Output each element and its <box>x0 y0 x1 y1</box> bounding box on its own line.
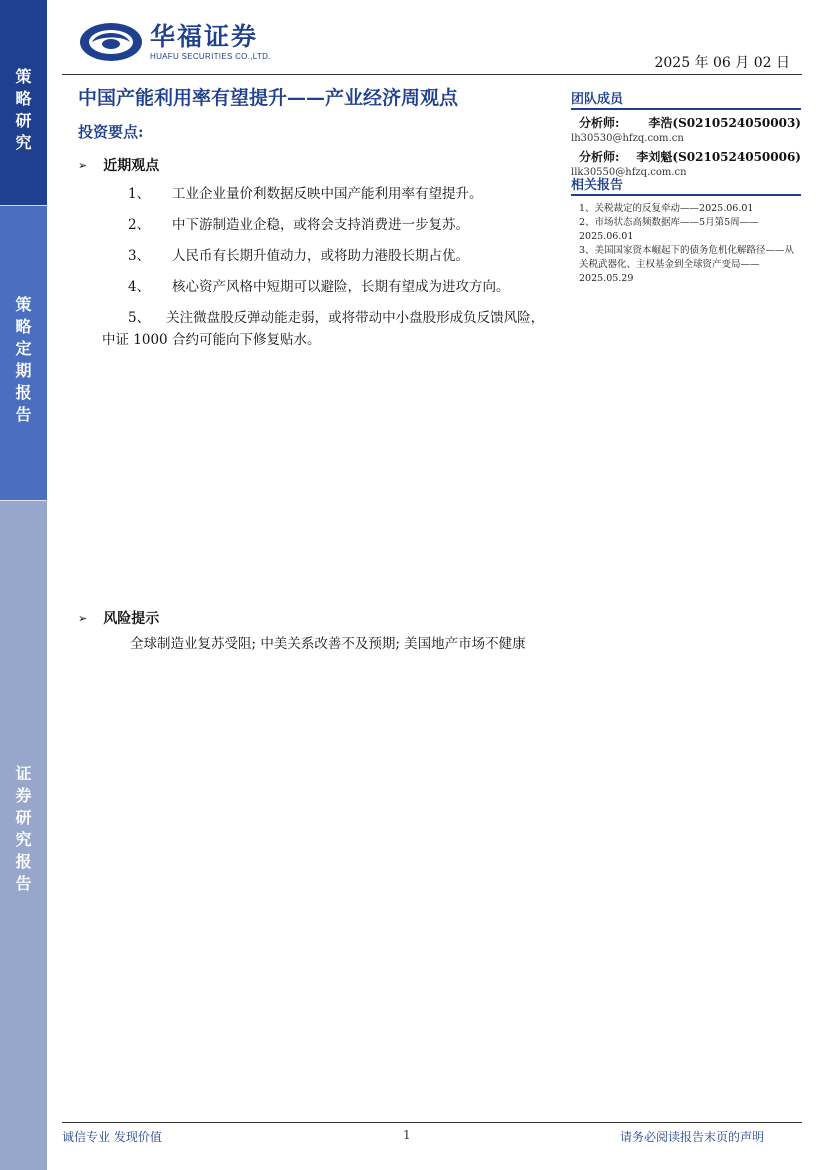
list-item-number: 3、 <box>128 248 151 264</box>
list-item-number: 5、 <box>128 310 151 326</box>
sidebar-band-periodic-report <box>0 205 47 501</box>
analyst-name: 李浩(S0210524050003) <box>648 116 801 130</box>
recent-views-label: 近期观点 <box>103 158 160 174</box>
list-item <box>102 214 548 236</box>
sidebar-band-securities-report <box>0 500 47 1170</box>
list-item-text: 关注微盘股反弹动能走弱，或将带动中小盘股形成负反馈风险，中证 1000 合约可能向下修复贴水。 <box>102 310 545 348</box>
sidebar-label-securities-report: 证券研究报告 <box>15 764 32 893</box>
analyst-name: 李刘魁(S0210524050006) <box>636 150 801 164</box>
list-item-text: 中下游制造业企稳，或将会支持消费进一步复苏。 <box>172 217 469 233</box>
related-report-link[interactable]: 1、关税裁定的反复牵动——2025.06.01 <box>579 203 754 214</box>
page-number: 1 <box>403 1128 411 1142</box>
analyst-row <box>571 114 801 131</box>
company-logo <box>78 20 271 64</box>
list-item-text: 人民币有长期升值动力，或将助力港股长期占优。 <box>172 248 469 264</box>
arrow-bullet-icon: ➢ <box>78 158 88 172</box>
related-reports-panel <box>571 174 801 286</box>
list-item <box>102 276 548 298</box>
analyst-row <box>571 148 801 165</box>
investment-highlights-heading: 投资要点: <box>78 123 144 141</box>
analyst-email[interactable]: llk30550@hfzq.com.cn <box>571 167 687 178</box>
team-members-panel <box>571 88 801 178</box>
logo-name-cn: 华福证券 <box>150 22 259 51</box>
analyst-email[interactable]: lh30530@hfzq.com.cn <box>571 133 684 144</box>
footer-slogan: 诚信专业 发现价值 <box>62 1130 162 1144</box>
report-title: 中国产能利用率有望提升——产业经济周观点 <box>78 87 459 109</box>
recent-views-list <box>102 183 548 360</box>
related-reports-heading: 相关报告 <box>571 174 801 196</box>
risk-heading <box>78 608 159 628</box>
list-item-text: 工业企业量价利数据反映中国产能利用率有望提升。 <box>172 186 483 202</box>
footer-disclaimer: 请务必阅读报告末页的声明 <box>619 1130 764 1144</box>
related-report-link[interactable]: 2、市场状态高频数据库——5月第5周——2025.06.01 <box>579 217 759 242</box>
arrow-bullet-icon: ➢ <box>78 611 88 625</box>
list-item-number: 1、 <box>128 186 151 202</box>
list-item <box>102 245 548 267</box>
list-item <box>102 307 548 351</box>
header-divider <box>62 74 802 75</box>
sidebar-label-strategy-research: 策略研究 <box>15 67 32 152</box>
related-report-link[interactable]: 3、美国国家资本崛起下的债务危机化解路径——从关税武器化、主权基金到全球资产变局——2025.05.29 <box>579 245 795 284</box>
analyst-label: 分析师: <box>579 150 620 164</box>
related-reports-list <box>571 202 801 286</box>
risk-text: 全球制造业复苏受阻; 中美关系改善不及预期; 美国地产市场不健康 <box>130 636 526 652</box>
list-item-number: 2、 <box>128 217 151 233</box>
logo-name-en: HUAFU SECURITIES CO.,LTD. <box>150 52 271 61</box>
footer-divider <box>62 1122 802 1123</box>
list-item <box>102 183 548 205</box>
team-members-heading: 团队成员 <box>571 88 801 110</box>
list-item-text: 核心资产风格中短期可以避险，长期有望成为进攻方向。 <box>172 279 510 295</box>
analyst-label: 分析师: <box>579 116 620 130</box>
recent-views-heading <box>78 155 159 175</box>
sidebar-label-periodic-report: 策略定期报告 <box>15 295 32 424</box>
risk-label: 风险提示 <box>103 611 160 627</box>
sidebar-band-strategy-research <box>0 0 47 205</box>
logo-swirl-icon <box>78 20 144 64</box>
report-date: 2025 年 06 月 02 日 <box>654 55 790 71</box>
list-item-number: 4、 <box>128 279 151 295</box>
